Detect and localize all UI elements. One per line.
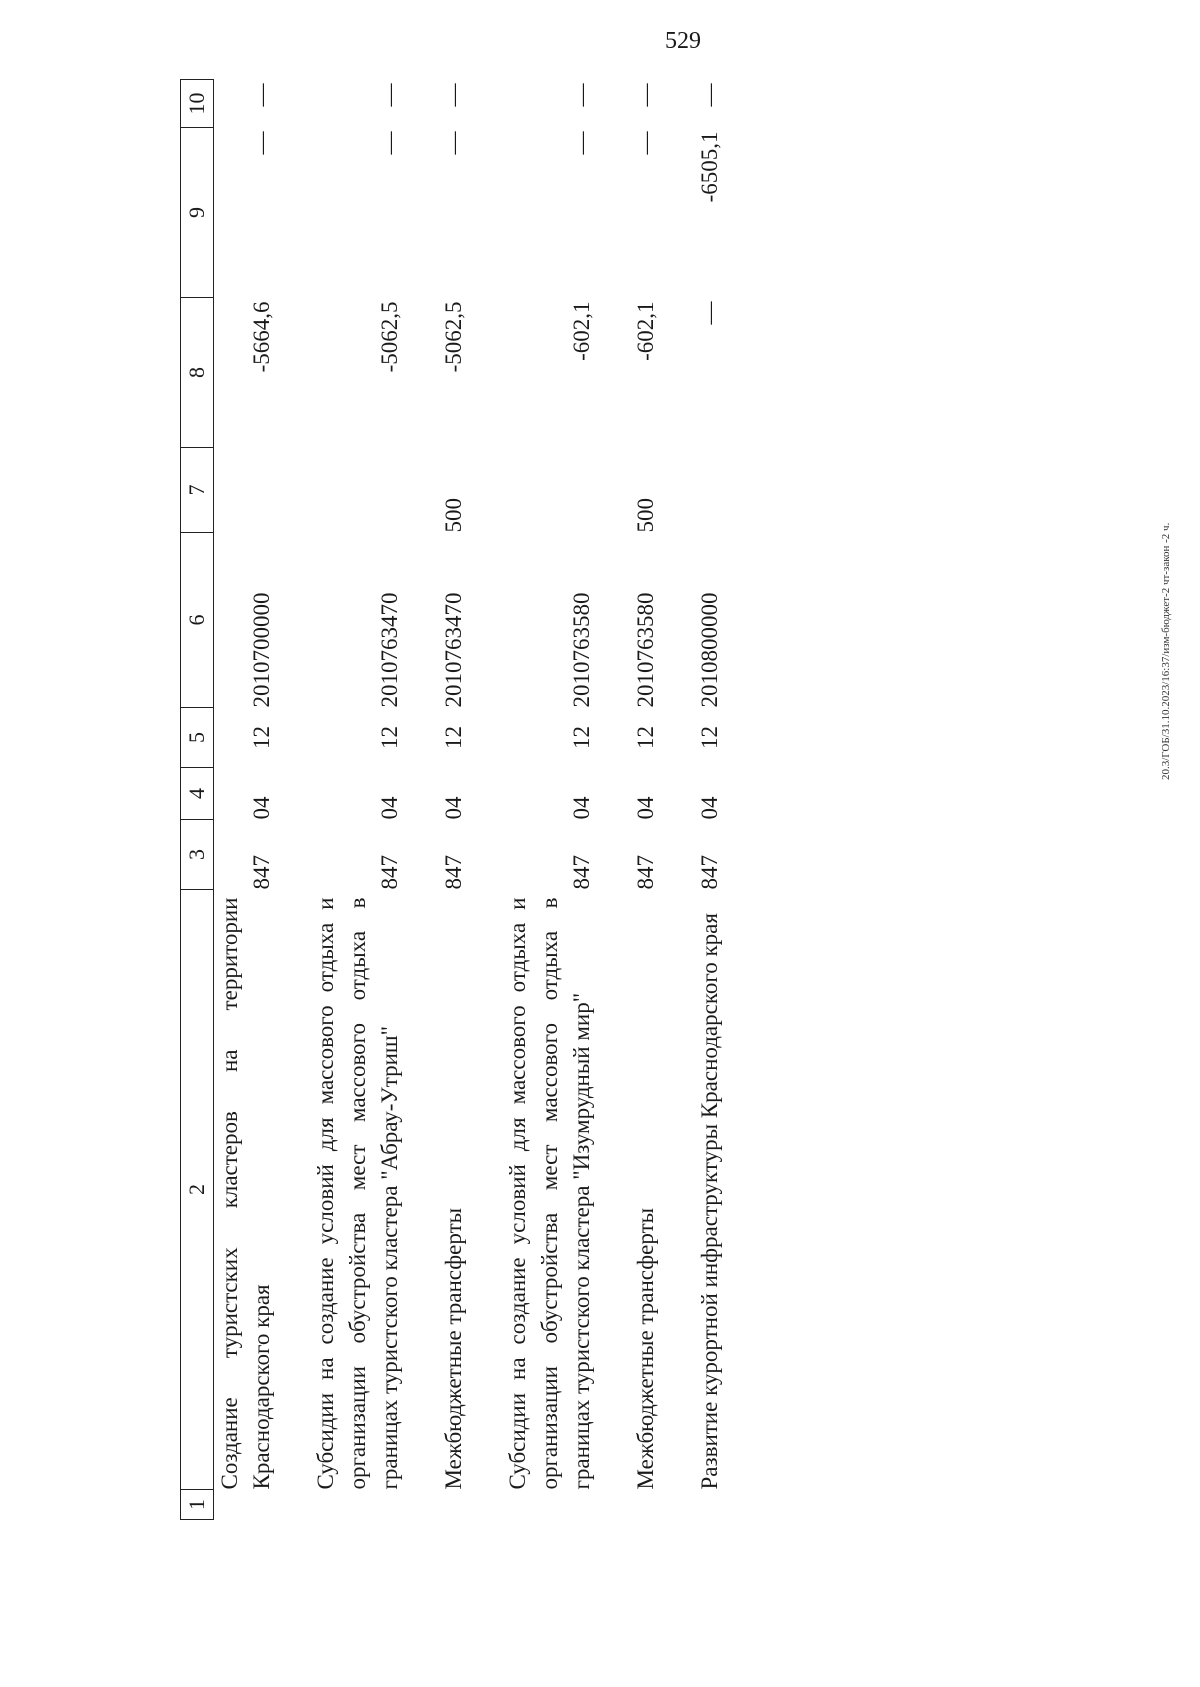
table-row: [438, 80, 470, 1520]
cell-col8: -5062,5: [377, 301, 402, 373]
cell-col10: —: [569, 83, 594, 107]
column-header: 2: [181, 890, 214, 1490]
cell-col8: -5664,6: [249, 301, 274, 373]
cell-ved: 847: [441, 855, 466, 890]
column-header: 9: [181, 128, 214, 298]
cell-pr: 12: [249, 726, 274, 749]
cell-vr: 500: [633, 498, 658, 533]
row-name: Развитие курортной инфраструктуры Краснодарского края: [697, 913, 722, 1490]
table-row: [214, 80, 279, 1520]
budget-table-page: [180, 80, 1140, 1520]
cell-rz: 04: [249, 796, 274, 820]
cell-csr: 2010763470: [441, 592, 466, 708]
row-name: Субсидии на создание условий для массового отдыха и организации обустройства мест массового отдыха в границах туристского кластера "Абрау-Утриш": [313, 897, 402, 1490]
cell-col10: —: [249, 83, 274, 107]
cell-col9: —: [249, 131, 274, 155]
budget-table: [180, 79, 726, 1520]
cell-rz: 04: [569, 796, 594, 820]
row-name: Межбюджетные трансферты: [441, 1207, 466, 1490]
column-header: 10: [181, 80, 214, 128]
column-header: 1: [181, 1490, 214, 1520]
cell-rz: 04: [633, 796, 658, 820]
cell-vr: [694, 448, 726, 533]
cell-ved: 847: [569, 855, 594, 890]
cell-vr: [502, 448, 598, 533]
cell-pr: 12: [569, 726, 594, 749]
cell-rz: 04: [441, 796, 466, 820]
table-row: [630, 80, 662, 1520]
cell-vr: [214, 448, 279, 533]
document-footer-code: [1160, 80, 1180, 780]
cell-col9: —: [569, 131, 594, 155]
cell-col8: -602,1: [569, 301, 594, 361]
cell-col8: -5062,5: [441, 301, 466, 373]
column-header: 8: [181, 298, 214, 448]
cell-col9: —: [441, 131, 466, 155]
cell-col10: —: [441, 83, 466, 107]
cell-pr: 12: [697, 726, 722, 749]
cell-csr: 2010800000: [697, 592, 722, 708]
column-header: 7: [181, 448, 214, 533]
cell-ved: 847: [249, 855, 274, 890]
cell-ved: 847: [633, 855, 658, 890]
page-number: 529: [665, 28, 701, 54]
cell-vr: 500: [441, 498, 466, 533]
table-row: [310, 80, 406, 1520]
column-header: 4: [181, 768, 214, 820]
cell-vr: [310, 448, 406, 533]
cell-col8: —: [697, 301, 722, 325]
cell-csr: 2010700000: [249, 592, 274, 708]
table-row: [502, 80, 598, 1520]
cell-col9: —: [377, 131, 402, 155]
cell-rz: 04: [697, 796, 722, 820]
cell-col10: —: [697, 83, 722, 107]
column-header: 6: [181, 533, 214, 708]
cell-pr: 12: [377, 726, 402, 749]
cell-col9: —: [633, 131, 658, 155]
cell-pr: 12: [441, 726, 466, 749]
cell-csr: 2010763580: [633, 592, 658, 708]
cell-col9: -6505,1: [697, 131, 722, 203]
cell-col10: —: [377, 83, 402, 107]
column-header: 3: [181, 820, 214, 890]
row-name: Создание туристских кластеров на территории Краснодарского края: [217, 897, 274, 1490]
table-row: [694, 80, 726, 1520]
cell-col10: —: [633, 83, 658, 107]
cell-rz: 04: [377, 796, 402, 820]
cell-pr: 12: [633, 726, 658, 749]
cell-col8: -602,1: [633, 301, 658, 361]
cell-csr: 2010763470: [377, 592, 402, 708]
footer-code-text: 20.3/ГОБ/31.10.2023/16:37/изм-бюджет-2 чт-закон -2 ч.: [1160, 522, 1172, 780]
table-header-row: [181, 80, 214, 1520]
cell-ved: 847: [697, 855, 722, 890]
column-header: 5: [181, 708, 214, 768]
row-name: Межбюджетные трансферты: [633, 1207, 658, 1490]
cell-ved: 847: [377, 855, 402, 890]
row-name: Субсидии на создание условий для массового отдыха и организации обустройства мест массового отдыха в границах туристского кластера "Изумрудный мир": [505, 897, 594, 1490]
cell-csr: 2010763580: [569, 592, 594, 708]
